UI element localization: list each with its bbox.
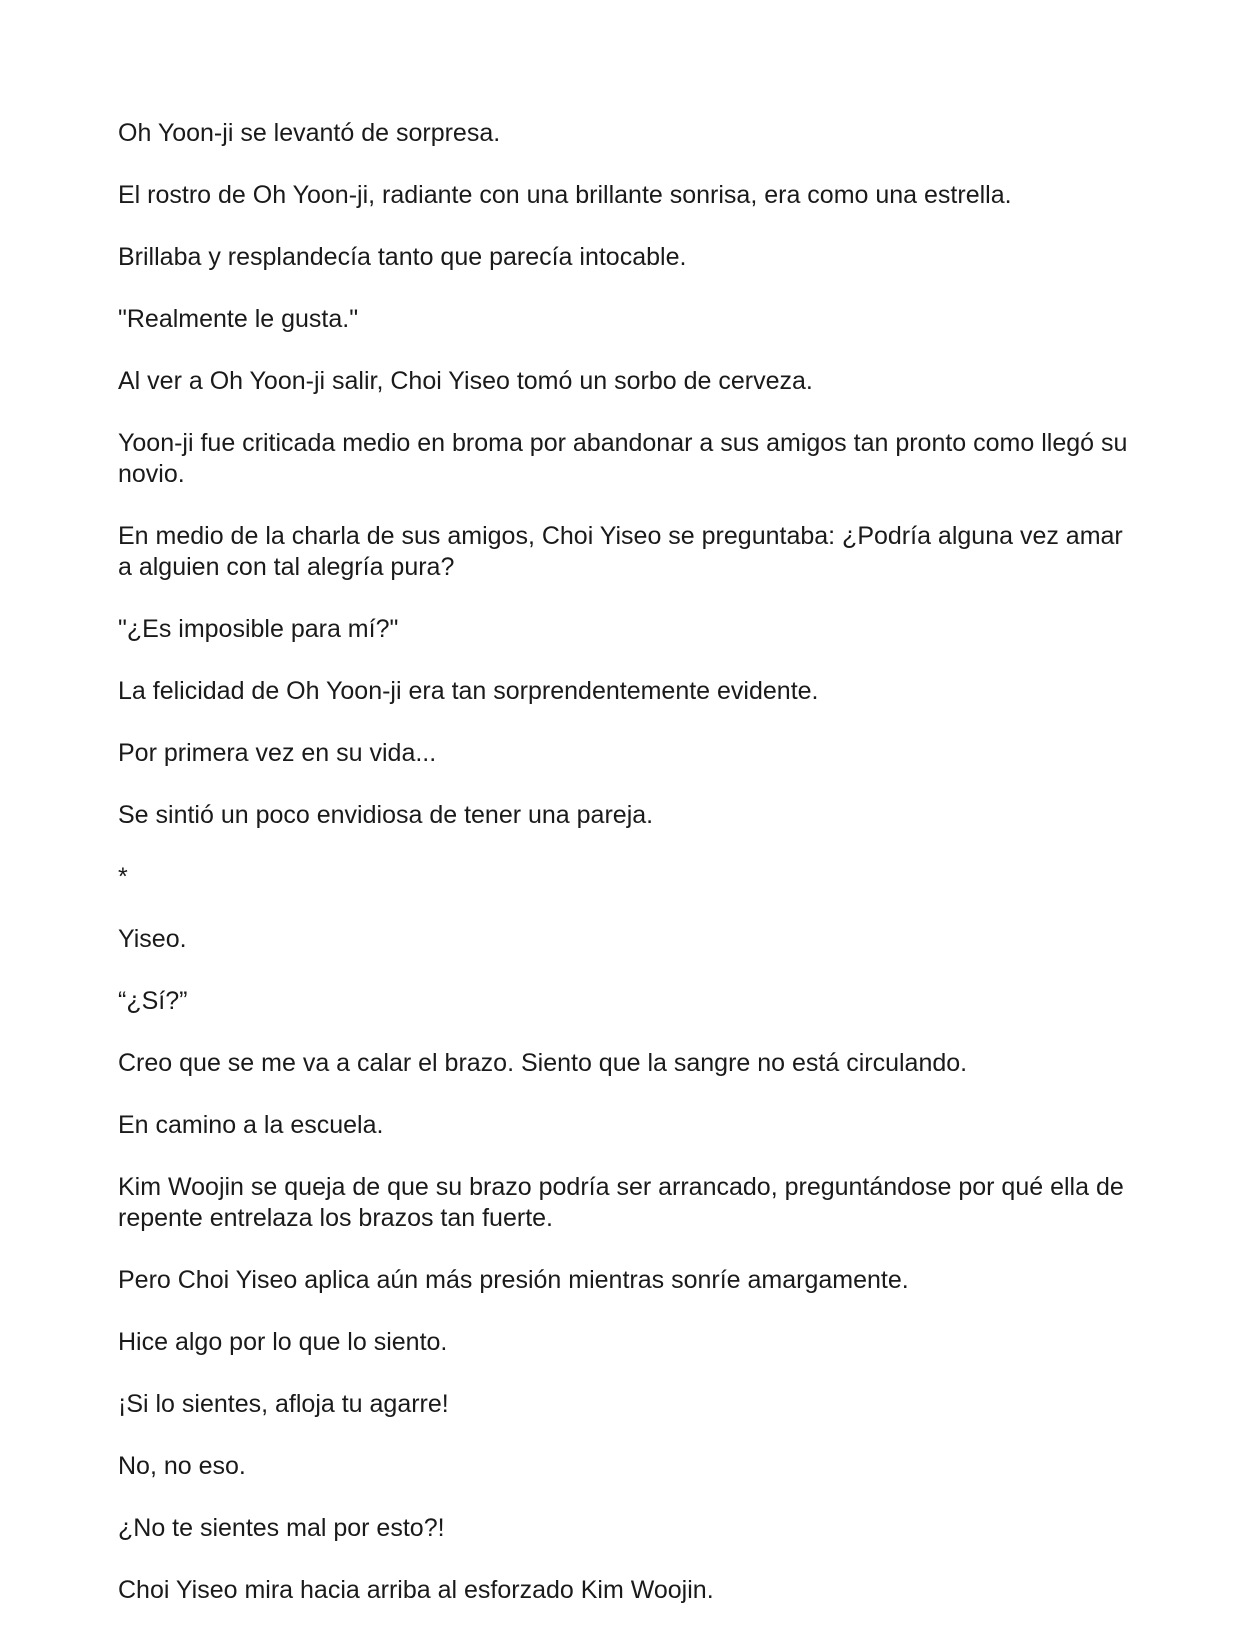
- paragraph: Pero Choi Yiseo aplica aún más presión mientras sonríe amargamente.: [118, 1266, 909, 1294]
- paragraph: ¿No te sientes mal por esto?!: [118, 1514, 445, 1542]
- paragraph: Kim Woojin se queja de que su brazo podría ser arrancado, preguntándose por qué ella de repente entrelaza los brazos tan fuerte.: [118, 1173, 1124, 1232]
- paragraph: Creo que se me va a calar el brazo. Siento que la sangre no está circulando.: [118, 1049, 968, 1077]
- paragraph: Yiseo.: [118, 925, 187, 953]
- paragraph: "¿Es imposible para mí?": [118, 615, 399, 643]
- paragraph: Se sintió un poco envidiosa de tener una pareja.: [118, 801, 654, 829]
- document-body: [118, 118, 1128, 1637]
- paragraph: Oh Yoon-ji se levantó de sorpresa.: [118, 119, 501, 147]
- paragraph: Yoon-ji fue criticada medio en broma por abandonar a sus amigos tan pronto como llegó su novio.: [118, 429, 1128, 488]
- paragraph: Por primera vez en su vida...: [118, 739, 437, 767]
- paragraph: El rostro de Oh Yoon-ji, radiante con una brillante sonrisa, era como una estrella.: [118, 181, 1012, 209]
- scene-break: *: [118, 863, 128, 891]
- paragraph: Al ver a Oh Yoon-ji salir, Choi Yiseo tomó un sorbo de cerveza.: [118, 367, 813, 395]
- paragraph: ¡Si lo sientes, afloja tu agarre!: [118, 1390, 449, 1418]
- paragraph: En medio de la charla de sus amigos, Choi Yiseo se preguntaba: ¿Podría alguna vez amar a alguien con tal alegría pura?: [118, 522, 1123, 581]
- paragraph: Hice algo por lo que lo siento.: [118, 1328, 448, 1356]
- paragraph: “¿Sí?”: [118, 987, 188, 1015]
- paragraph: La felicidad de Oh Yoon-ji era tan sorprendentemente evidente.: [118, 677, 819, 705]
- paragraph: Brillaba y resplandecía tanto que parecía intocable.: [118, 243, 687, 271]
- paragraph: En camino a la escuela.: [118, 1111, 384, 1139]
- paragraph: "Realmente le gusta.": [118, 305, 359, 333]
- paragraph: No, no eso.: [118, 1452, 246, 1480]
- paragraph: Choi Yiseo mira hacia arriba al esforzado Kim Woojin.: [118, 1576, 714, 1604]
